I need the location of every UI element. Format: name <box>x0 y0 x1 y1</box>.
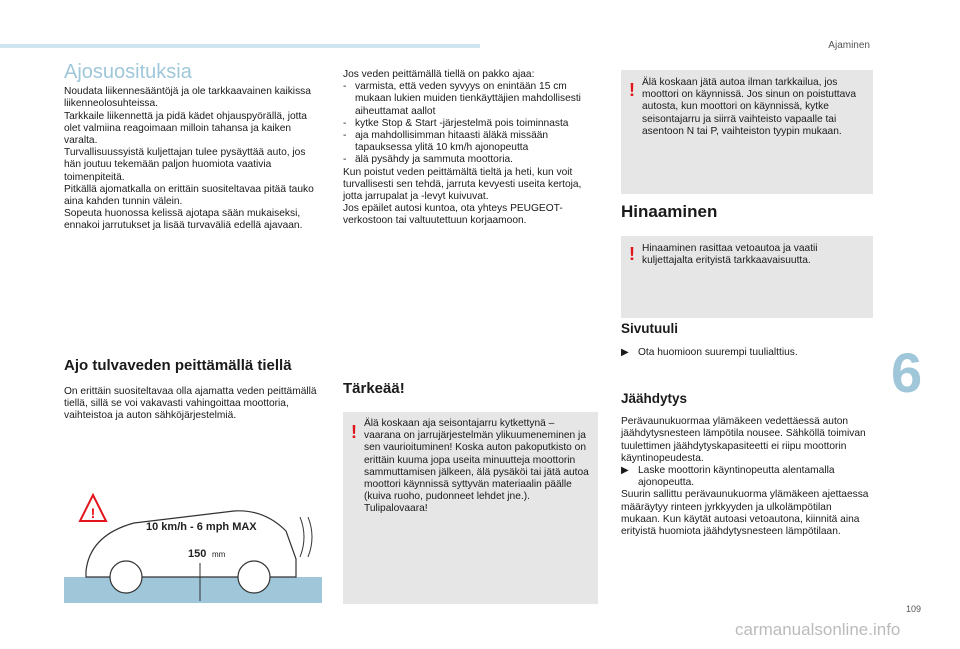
list-item: - kytke Stop & Start -järjestelmä pois toiminnasta <box>343 117 569 129</box>
engine-warning-text: Älä koskaan jätä autoa ilman tarkkailua, jos moottori on käynnissä. Jos sinun on poistuttava autosta, kun moottori on käynnissä, kytke seisontajarru ja siirrä vaihteisto vapaalle tai asentoon N tai P, vaihteiston tyypin mukaan. <box>642 77 857 137</box>
section-title: Ajosuosituksia <box>64 61 192 83</box>
flood-illustration <box>64 491 322 603</box>
header-rule <box>0 44 480 48</box>
list-item: ▶ Laske moottorin käyntinopeutta alentamalla ajonopeutta. <box>621 465 835 489</box>
water-section <box>64 357 322 423</box>
column-middle <box>343 69 601 228</box>
list-item: - älä pysähdy ja sammuta moottoria. <box>343 154 513 166</box>
paragraph: Pitkällä ajomatkalla on erittäin suositeltavaa pitää tauko aina kahden tunnin välein. <box>64 183 314 208</box>
towing-heading: Hinaaminen <box>621 202 718 221</box>
warning-icon: ! <box>629 244 635 264</box>
paragraph: Turvallisuussyistä kuljettajan tulee pysäyttää auto, jos hän joutuu tekemään paljon huomiota vaativia toimenpiteitä. <box>64 147 306 183</box>
water-text: On erittäin suositeltavaa olla ajamatta veden peittämällä tiellä, sillä se voi vakavasti vahingoittaa moottoria, vaihteistoa ja auton sähköjärjestelmiä. <box>64 386 317 422</box>
paragraph: Perävaunukuormaa ylämäkeen vedettäessä auton jäähdytysnesteen lämpötila nousee. Sähköllä toimivan tuulettimen jäähdytyskapasiteetti ei riipu moottorin käyntinopeudesta. <box>621 416 866 464</box>
paragraph: Sopeuta huonossa kelissä ajotapa sään mukaiseksi, ennakoi jarrutukset ja lisää turvaväliä edellä ajavaan. <box>64 208 303 232</box>
list-item: - varmista, että veden syvyys on enintään 15 cm mukaan lukien muiden tienkäyttäjien mahdollisesti aiheuttamat aallot <box>343 81 581 117</box>
paragraph: Suurin sallittu perävaunukuorma ylämäkeen ajettaessa määräytyy rinteen jyrkkyyden ja ulkolämpötilan mukaan. Kun käytät autoasi vetoautona, kiinnitä aina erityistä huomiota jäähdytysnesteen lämpötilaan. <box>621 489 869 538</box>
speed-label: 10 km/h - 6 mph MAX <box>146 521 257 533</box>
important-section <box>343 380 601 397</box>
paragraph: Noudata liikennesääntöjä ja ole tarkkaavainen kaikissa liikenneolosuhteissa. <box>64 86 311 110</box>
rear-wheel <box>238 561 270 593</box>
towing-warning-box <box>621 236 873 318</box>
chapter-number: 6 <box>891 341 923 404</box>
paragraph: Jos epäilet autosi kuntoa, ota yhteys PEUGEOT-verkostoon tai valtuutettuun korjaamoon. <box>343 203 563 227</box>
crosswind-section <box>621 323 873 359</box>
paragraph: Kun poistut veden peittämältä tieltä ja heti, kun voit turvallisesti sen tehdä, jarruta kevyesti useita kertoja, jotta jarrupalat ja -levyt kuivuvat. <box>343 166 582 203</box>
intro-text <box>64 86 322 232</box>
important-warning-box <box>343 412 598 604</box>
warning-mark: ! <box>90 505 96 521</box>
cooling-section <box>621 393 873 538</box>
engine-warning-box <box>621 70 873 194</box>
depth-value: 150 <box>188 548 207 560</box>
cooling-heading: Jäähdytys <box>621 391 688 406</box>
water-area <box>64 577 322 603</box>
towing-warning-text: Hinaaminen rasittaa vetoautoa ja vaatii kuljettajalta erityistä tarkkaavaisuutta. <box>642 243 818 267</box>
crosswind-heading: Sivutuuli <box>621 321 678 336</box>
page-number: 109 <box>906 604 922 614</box>
warning-icon: ! <box>629 80 635 100</box>
water-heading: Ajo tulvaveden peittämällä tiellä <box>64 357 292 374</box>
lead-text: Jos veden peittämällä tiellä on pakko ajaa: <box>343 69 535 80</box>
warning-icon: ! <box>351 422 357 442</box>
motion-lines <box>300 517 312 557</box>
list-item: ▶ Ota huomioon suurempi tuulialttius. <box>621 347 798 359</box>
list-item: - aja mahdollisimman hitaasti äläkä missään tapauksessa ylitä 10 km/h ajonopeutta <box>343 130 549 154</box>
towing-section <box>621 203 873 220</box>
depth-unit: mm <box>212 550 226 559</box>
chapter-title: Ajaminen <box>828 40 870 51</box>
important-text: Älä koskaan aja seisontajarru kytkettynä – vaarana on jarrujärjestelmän ylikuumeneminen ja sen vaurioituminen! Koska auton pakoputkisto on erittäin kuuma jopa useita minuutteja moottorin sammuttamisen jälkeen, älä pysäköi tai jätä autoa moottori käynnissä syttyvän materiaalin päälle (kuiva ruoho, pudonneet lehdet jne.). Tulipalovaara! <box>364 418 589 515</box>
front-wheel <box>110 561 142 593</box>
paragraph: Tarkkaile liikennettä ja pidä kädet ohjauspyörällä, jotta olet valmiina reagoimaan milloin tahansa ja kaiken varalta. <box>64 110 307 147</box>
column-left <box>64 61 322 233</box>
watermark: carmanualsonline.info <box>735 620 901 639</box>
important-heading: Tärkeää! <box>343 380 405 397</box>
